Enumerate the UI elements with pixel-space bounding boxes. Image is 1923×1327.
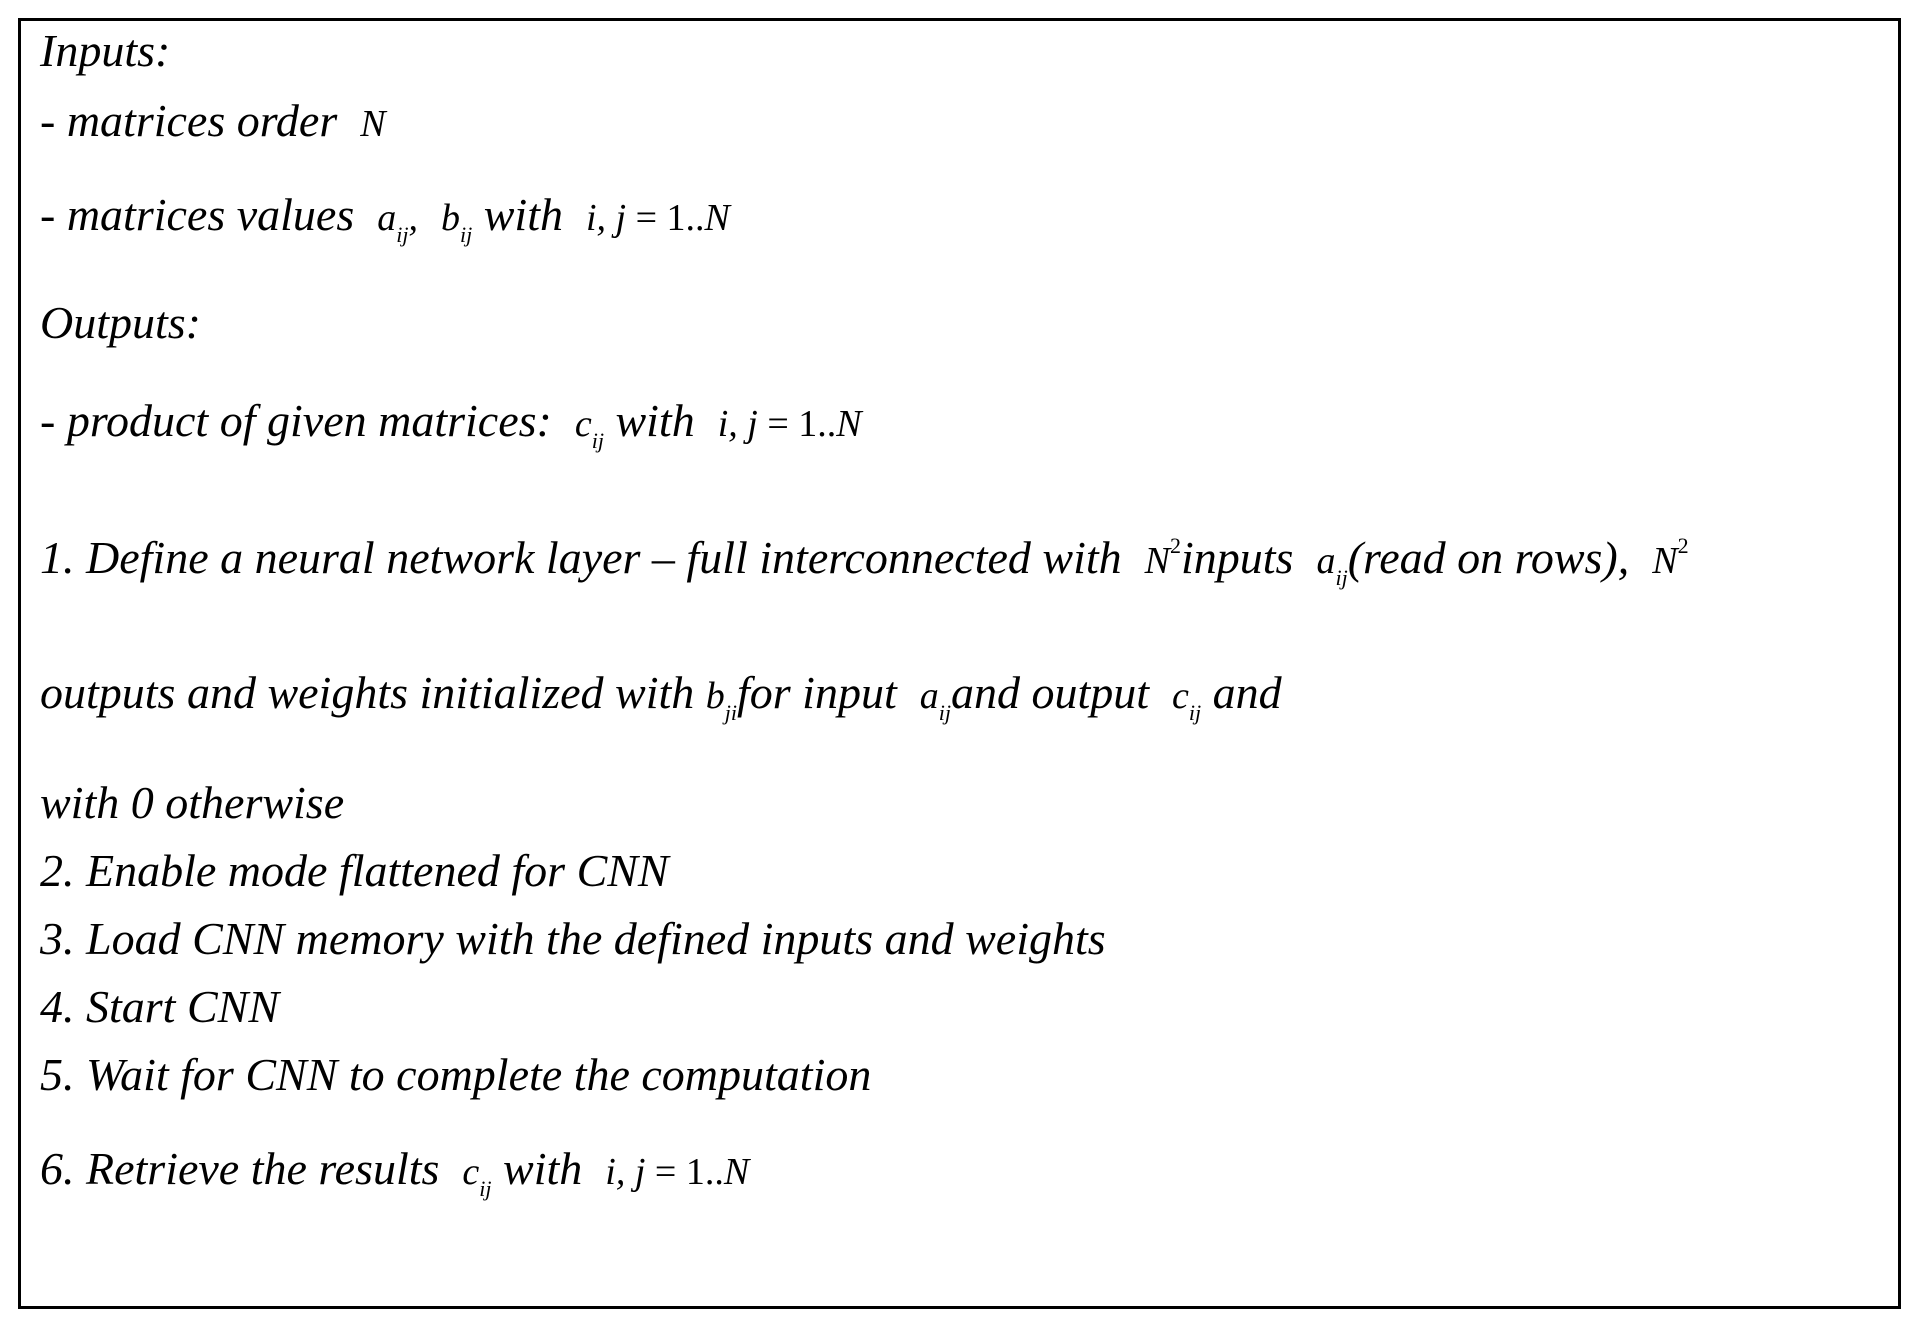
step4-text: 4. Start CNN bbox=[40, 981, 280, 1032]
input-order-label: - matrices order bbox=[40, 95, 338, 146]
step-1-line-1 bbox=[40, 532, 1689, 590]
step-4 bbox=[40, 981, 280, 1032]
inputs-heading-text: Inputs: bbox=[40, 25, 171, 76]
output-product bbox=[40, 395, 862, 453]
input-matrices-values bbox=[40, 189, 730, 247]
comma: , bbox=[408, 197, 418, 239]
step-5 bbox=[40, 1049, 872, 1100]
var-b-ij: $b_{ij}$ bbox=[441, 197, 473, 247]
with-word: with bbox=[503, 1143, 583, 1194]
step1b-for-input: for input bbox=[737, 667, 897, 718]
N-squared: $N^2$ bbox=[1144, 533, 1181, 582]
with-word: with bbox=[483, 189, 563, 240]
var-c-ij: $c_{ij}$ bbox=[574, 403, 604, 453]
step3-text: 3. Load CNN memory with the defined inputs and weights bbox=[40, 913, 1106, 964]
step-6 bbox=[40, 1143, 750, 1201]
inputs-heading bbox=[40, 25, 171, 76]
step-1-line-3 bbox=[40, 777, 345, 828]
step2-text: 2. Enable mode flattened for CNN bbox=[40, 845, 669, 896]
index-range: i, j = 1..N bbox=[717, 403, 862, 445]
outputs-heading bbox=[40, 297, 201, 348]
step1b-text: outputs and weights initialized with bbox=[40, 667, 695, 718]
input-matrices-order bbox=[40, 95, 386, 146]
step1-read-rows: (read on rows), bbox=[1347, 532, 1630, 583]
var-b-ji: $b_{ji}$ bbox=[705, 675, 737, 725]
outputs-heading-text: Outputs: bbox=[40, 297, 201, 348]
var-c-ij: $c_{ij}$ bbox=[462, 1151, 492, 1201]
var-a-ij: $a_{ij}$ bbox=[377, 197, 409, 247]
step1b-and-output: and output bbox=[950, 667, 1150, 718]
step-3 bbox=[40, 913, 1106, 964]
output-label: - product of given matrices: bbox=[40, 395, 552, 446]
var-a-ij: $a_{ij}$ bbox=[1316, 540, 1348, 590]
step-1-line-2 bbox=[40, 667, 1282, 725]
step5-text: 5. Wait for CNN to complete the computation bbox=[40, 1049, 872, 1100]
var-c-ij: $c_{ij}$ bbox=[1172, 675, 1202, 725]
index-range: i, j = 1..N bbox=[605, 1151, 750, 1193]
step1-text: 1. Define a neural network layer – full interconnected with bbox=[40, 532, 1122, 583]
step-2 bbox=[40, 845, 669, 896]
index-range: i, j = 1..N bbox=[585, 197, 730, 239]
var-a-ij: $a_{ij}$ bbox=[919, 675, 951, 725]
step1-inputs: inputs bbox=[1181, 532, 1294, 583]
step6-text: 6. Retrieve the results bbox=[40, 1143, 440, 1194]
with-word: with bbox=[615, 395, 695, 446]
step1b-and: and bbox=[1212, 667, 1282, 718]
step1c-text: with 0 otherwise bbox=[40, 777, 345, 828]
input-values-label: - matrices values bbox=[40, 189, 355, 240]
input-order-var: N bbox=[360, 103, 386, 145]
N-squared: $N^2$ bbox=[1652, 533, 1689, 582]
